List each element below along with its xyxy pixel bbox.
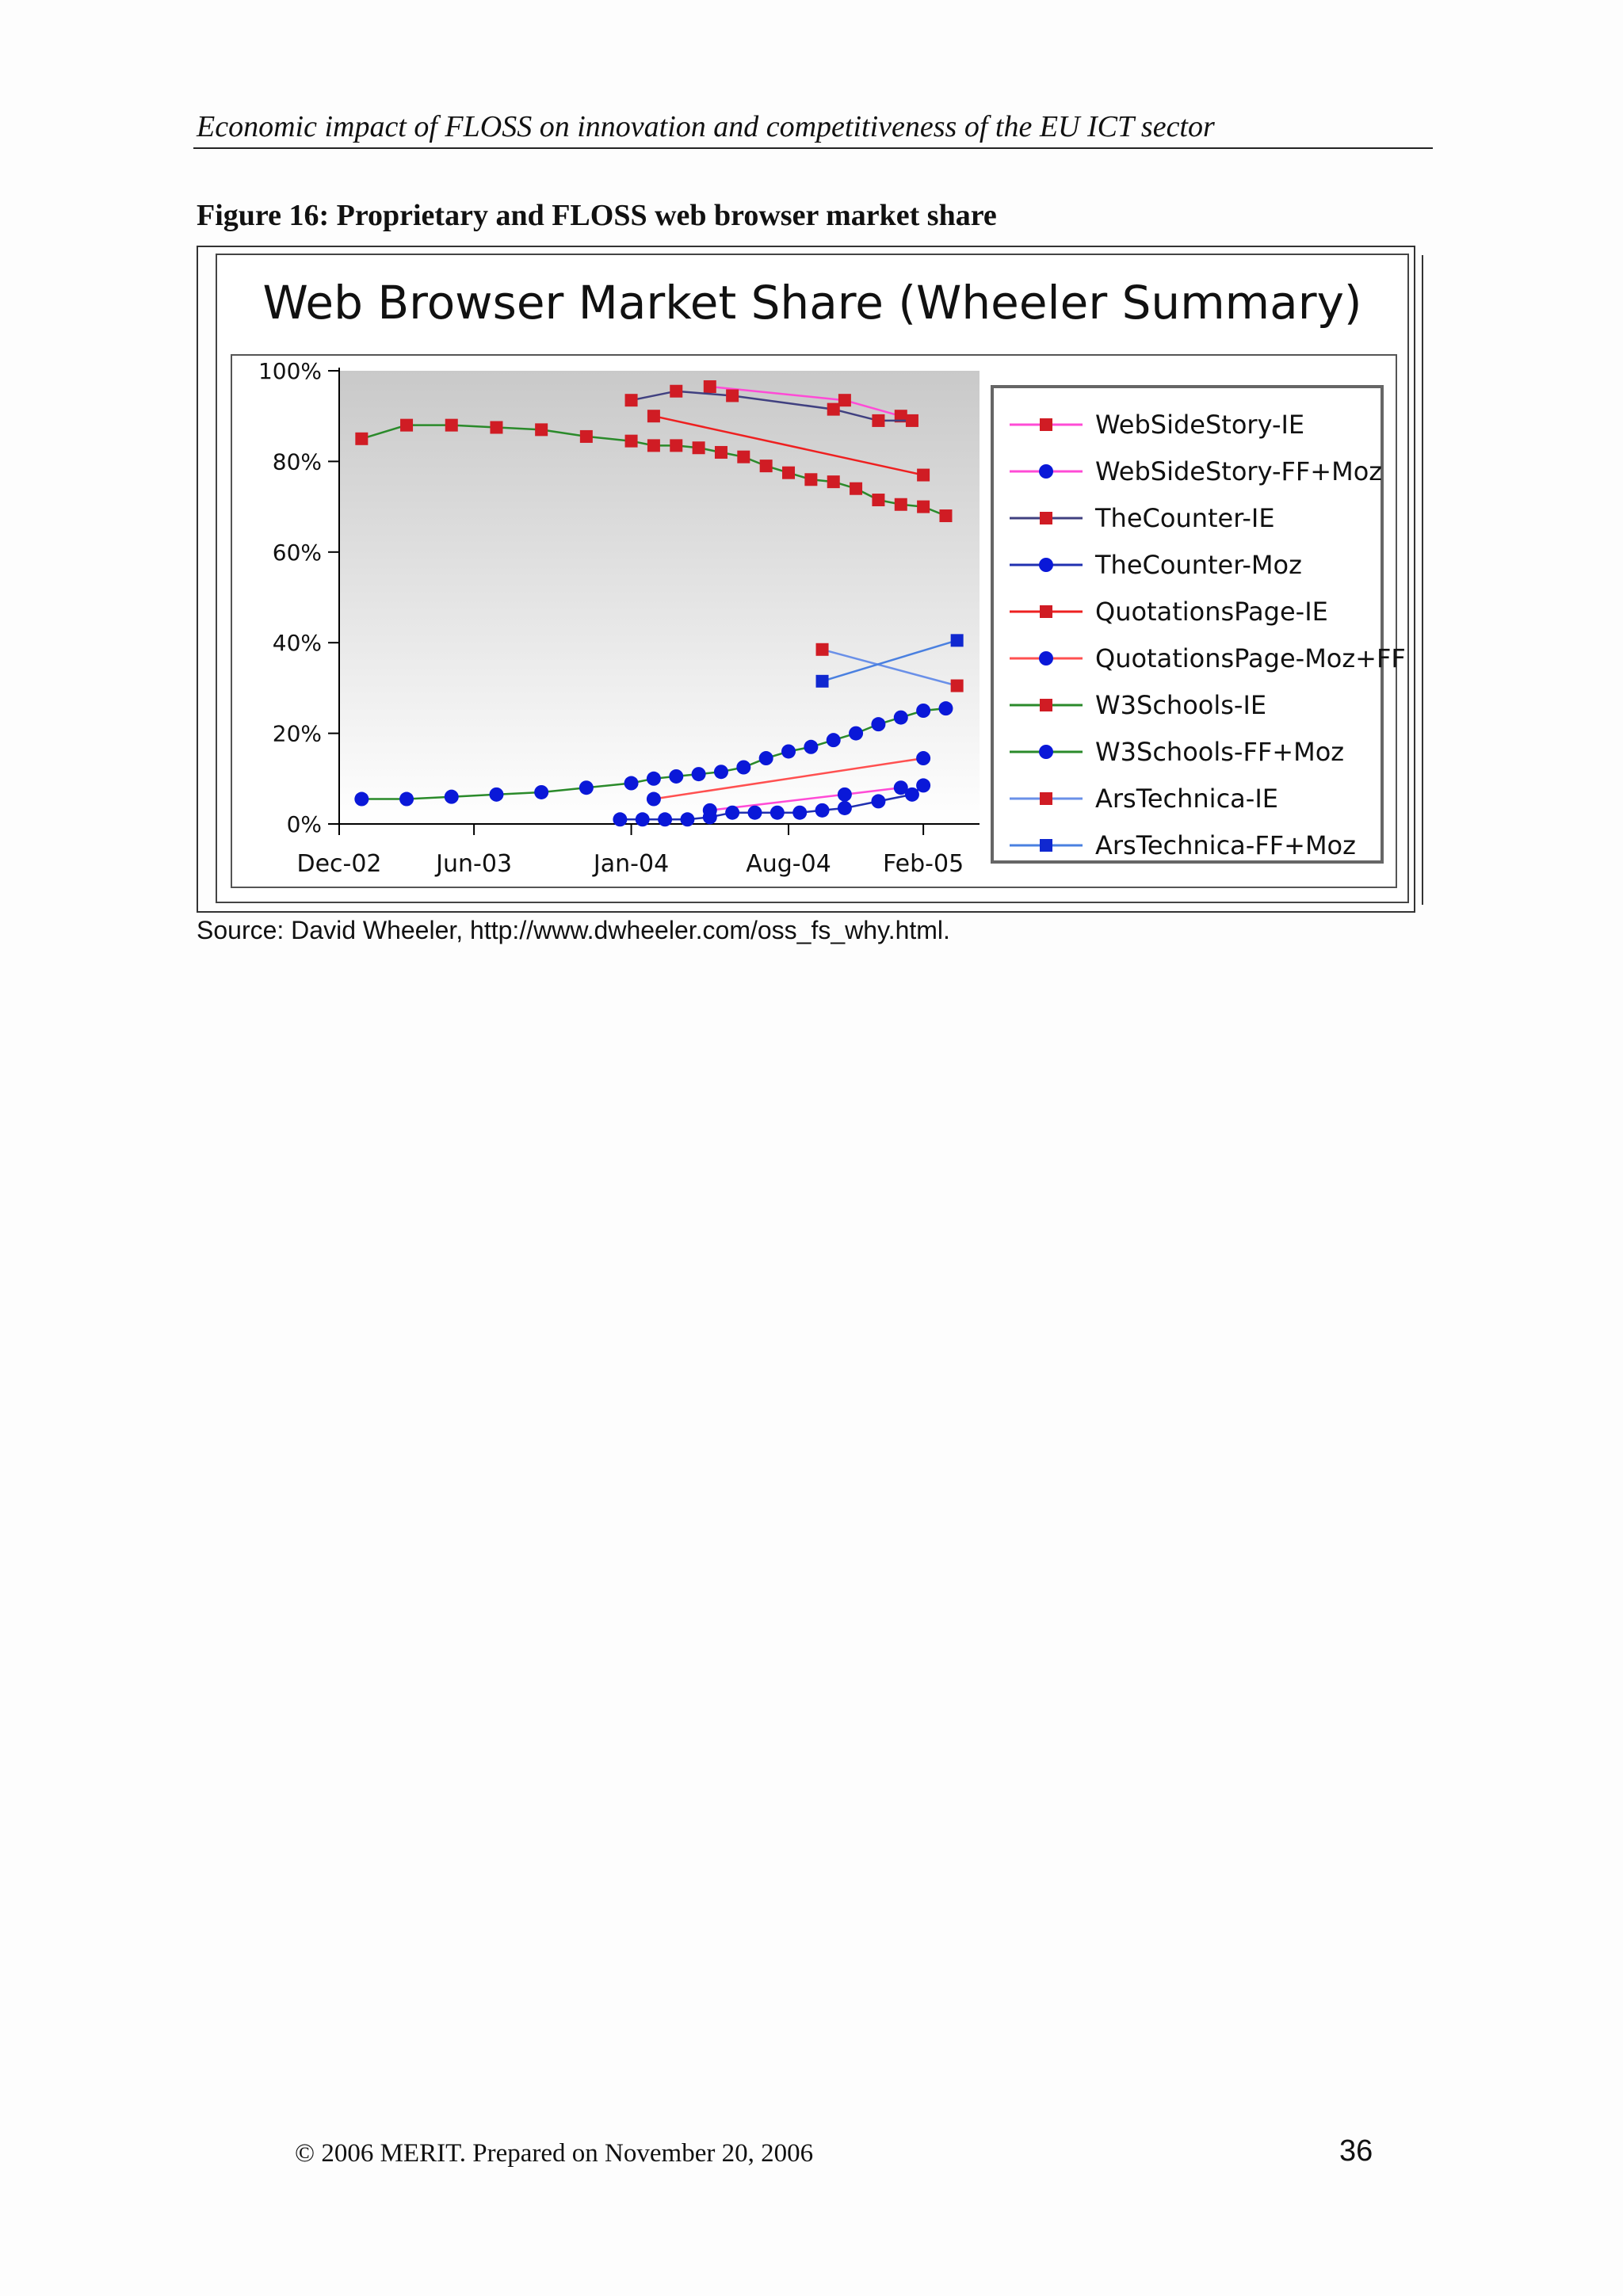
legend-label: TheCounter-Moz [1095,550,1302,580]
data-point [399,792,414,807]
data-point [895,498,907,511]
data-point [906,414,918,427]
data-point [759,751,773,765]
legend-swatch-marker [1039,558,1053,572]
y-tick-label: 80% [272,448,322,475]
running-header: Economic impact of FLOSS on innovation and competitiveness of the EU ICT sector [197,110,1215,143]
chart-container [216,254,1409,903]
data-point [400,419,413,432]
data-point [625,435,638,448]
data-point [647,410,660,422]
legend-swatch-marker [1040,792,1052,805]
legend-label: WebSideStory-FF+Moz [1095,456,1383,486]
data-point [725,806,739,820]
data-point [715,446,727,459]
data-point [951,634,964,646]
data-point [782,467,795,479]
browser-market-share-chart [217,255,1407,902]
page-number: 36 [1339,2134,1373,2168]
data-point [445,790,459,804]
y-tick-label: 60% [272,539,322,566]
data-point [816,643,829,656]
data-point [850,482,862,495]
data-point [693,441,705,454]
data-point [804,473,817,486]
data-point [871,717,885,731]
data-point [872,494,884,506]
x-tick-label: Jan-04 [593,850,670,878]
data-point [670,385,682,398]
x-tick-label: Aug-04 [746,850,831,878]
y-tick-label: 0% [286,811,322,837]
data-point [704,380,716,393]
data-point [736,761,750,775]
data-point [714,765,728,779]
figure-source: Source: David Wheeler, http://www.dwheeler.com/oss_fs_why.html. [197,916,950,944]
data-point [692,767,706,781]
data-point [737,451,750,463]
y-tick-label: 20% [272,720,322,747]
data-point [647,792,661,807]
data-point [535,423,548,436]
data-point [534,785,548,799]
legend-label: ArsTechnica-FF+Moz [1095,830,1356,860]
data-point [917,469,930,482]
data-point [815,803,830,818]
data-point [579,780,594,795]
data-point [905,788,919,802]
y-tick-label: 100% [258,358,322,384]
data-point [827,403,840,416]
data-point [580,430,593,443]
data-point [355,433,368,445]
header-rule [193,147,1433,149]
data-point [489,788,503,802]
data-point [770,806,785,820]
legend-swatch-marker [1040,512,1052,524]
data-point [625,394,638,406]
data-point [670,439,682,452]
data-point [624,776,639,791]
data-point [838,394,851,406]
legend-swatch-marker [1040,418,1052,431]
legend-label: W3Schools-IE [1095,690,1267,720]
legend-swatch-marker [1040,605,1052,618]
legend-label: WebSideStory-IE [1095,410,1305,440]
data-point [838,801,852,815]
data-point [838,788,852,802]
footer-copyright: © 2006 MERIT. Prepared on November 20, 2006 [295,2139,814,2168]
data-point [792,806,807,820]
data-point [827,475,840,488]
data-point [490,421,502,434]
data-point [804,740,818,754]
data-point [916,778,930,792]
data-point [871,794,885,808]
data-point [894,711,908,725]
data-point [613,812,627,826]
data-point [916,704,930,718]
data-point [445,419,458,432]
legend-swatch-marker [1039,745,1053,759]
x-tick-label: Feb-05 [883,850,964,878]
data-point [849,727,863,741]
legend-label: QuotationsPage-Moz+FF [1095,643,1406,673]
chart-title: Web Browser Market Share (Wheeler Summary) [262,276,1362,330]
data-point [636,812,650,826]
data-point [658,812,672,826]
data-point [747,806,762,820]
data-point [827,733,841,747]
legend-swatch-marker [1039,464,1053,479]
legend-label: ArsTechnica-IE [1095,784,1278,814]
legend-label: QuotationsPage-IE [1095,597,1328,627]
data-point [872,414,884,427]
data-point [951,680,964,692]
figure-caption: Figure 16: Proprietary and FLOSS web browser market share [197,199,997,232]
data-point [669,769,683,784]
legend-label: TheCounter-IE [1095,503,1275,533]
data-point [354,792,369,807]
x-tick-label: Dec-02 [296,850,382,878]
data-point [680,812,694,826]
y-tick-label: 40% [272,630,322,657]
data-point [781,744,796,758]
data-point [703,810,717,824]
data-point [760,460,773,472]
figure-frame-edge [1422,255,1423,905]
legend-swatch-marker [1039,651,1053,666]
legend-swatch-marker [1040,699,1052,711]
data-point [726,389,739,402]
plot-background [339,371,980,824]
data-point [816,675,829,688]
data-point [647,439,660,452]
data-point [647,772,661,786]
data-point [916,751,930,765]
data-point [939,509,952,522]
legend-swatch-marker [1040,839,1052,852]
data-point [917,501,930,513]
data-point [938,701,953,715]
x-tick-label: Jun-03 [436,850,513,878]
legend-label: W3Schools-FF+Moz [1095,737,1345,767]
